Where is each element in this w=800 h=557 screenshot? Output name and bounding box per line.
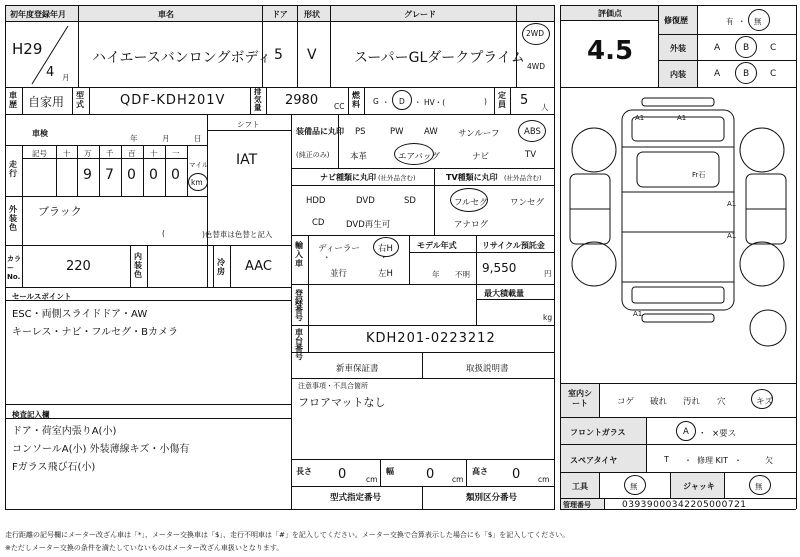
interior-label: 内装 [670, 70, 686, 79]
notes-value: フロアマットなし [298, 396, 386, 409]
diagram-mark: A1 [633, 310, 643, 318]
shift-label: シフト [237, 120, 260, 129]
inspection-year: 年 [130, 134, 138, 143]
equipment-item: PS [355, 127, 366, 137]
inspector-line: コンソールA(小) 外装薄線キズ・小傷有 [12, 444, 190, 455]
displacement-value: 2980 [285, 93, 319, 108]
grade-label: グレード [404, 10, 436, 19]
color-no-value: 220 [66, 259, 91, 274]
equipment-item: 本革 [350, 152, 368, 162]
mileage-unit: 一 [172, 149, 180, 158]
fuel-hv: HV・( [424, 98, 446, 107]
score-value: 4.5 [587, 36, 634, 66]
color-label: 外装色 [9, 205, 17, 232]
sales-points-label: セールスポイント [12, 292, 72, 301]
import-parallel: 並行 [330, 269, 348, 279]
cc-unit: CC [334, 102, 345, 111]
displacement-label: 排気量 [254, 87, 262, 112]
glass-item: ×要ス [712, 429, 737, 439]
glass-item: A [683, 427, 689, 437]
nav-type-sub: (社外品含む) [378, 174, 416, 182]
import-left-h: 左H [378, 269, 393, 279]
repair-yes: 有 [726, 17, 734, 26]
ac-label: 冷房 [217, 258, 225, 276]
new-car-warranty: 新車保証書 [336, 364, 379, 374]
car-name-label: 車名 [158, 10, 174, 19]
width-label: 幅 [386, 467, 394, 476]
door-label: ドア [272, 10, 288, 19]
usage-label: 車歴 [9, 91, 17, 109]
glass-label: フロントガラス [570, 428, 626, 437]
inspector-line: ドア・荷室内張りA(小) [12, 426, 117, 437]
registration-label: 登録番号 [295, 289, 303, 322]
nav-option: DVD再生可 [346, 220, 391, 230]
manual: 取扱説明書 [466, 364, 509, 374]
mileage-digit: 9 [83, 167, 92, 183]
equipment-item: サンルーフ [458, 129, 500, 139]
chassis-value: KDH201-0223212 [366, 331, 496, 346]
notes-label: 注意事項・不具合箇所 [298, 382, 368, 390]
reg-month-unit: 月 [62, 73, 70, 82]
spare-item: 欠 [765, 456, 773, 465]
width-unit: cm [452, 475, 464, 484]
exterior-grade: A [714, 43, 721, 53]
mileage-unit: 十 [63, 149, 71, 158]
mgmt-value: 03939000342205000721 [622, 500, 747, 510]
repair-dot: ・ [738, 17, 746, 26]
capacity-value: 5 [520, 93, 529, 108]
equipment-item: ABS [524, 127, 541, 137]
tv-option: ワンセグ [510, 198, 545, 208]
chassis-label: 車台番号 [295, 328, 303, 361]
vehicle-diagram [562, 92, 794, 380]
equipment-item: TV [525, 150, 537, 160]
inspection-day: 日 [194, 134, 202, 143]
recycle-label: リサイクル預託金 [482, 241, 545, 250]
max-load-label: 最大積載量 [484, 289, 524, 298]
interior-grade: C [770, 69, 777, 79]
import-label: 輸入車 [295, 241, 303, 268]
fuel-g: G [373, 97, 379, 106]
color-note: )色替車は色替と記入 [202, 230, 273, 239]
spare-item: 修理 KIT [697, 456, 729, 465]
drive-4wd: 4WD [527, 62, 545, 71]
exterior-grade: C [770, 43, 777, 53]
footer-line1: 走行距離の記号欄にメーター改ざん車は「*」、メーター交換車は「$」、走行不明車は「#」を記入してください。メーター交換で合算表示した場合にも「$」を記入してください。 [5, 531, 570, 539]
model-year-value: 不明 [455, 270, 470, 279]
nav-option: HDD [306, 196, 326, 206]
spare-item: T [664, 455, 669, 464]
interior-color-label: 内装色 [134, 252, 142, 279]
spare-item: ・ [684, 456, 692, 465]
tv-type-sub: (社外品含む) [504, 174, 542, 182]
fuel-label: 燃料 [352, 91, 360, 109]
diagram-mark: Fr石 [692, 171, 706, 179]
reg-month: 4 [46, 65, 55, 80]
sheet-item: 破れ [650, 397, 668, 407]
length-unit: cm [366, 475, 378, 484]
inspector-line: Fガラス飛び石(小) [12, 462, 96, 473]
nav-option: CD [312, 218, 325, 228]
color-no-label: カラーNo. [7, 255, 21, 281]
tools-value: 無 [630, 482, 638, 491]
repair-no: 無 [754, 17, 762, 26]
mileage-digit: 7 [105, 167, 114, 183]
spare-item: ・ [734, 456, 742, 465]
shape-value: V [307, 47, 317, 63]
mileage-digit: 0 [171, 167, 180, 183]
diagram-mark: A1 [727, 200, 737, 208]
height-unit: cm [538, 475, 550, 484]
diagram-mark: A1 [635, 114, 645, 122]
mileage-label: 走行 [9, 160, 17, 178]
sheet-item: 汚れ [683, 397, 701, 407]
sheet-item: キズ [756, 397, 773, 407]
doors-value: 5 [274, 47, 283, 63]
diagram-mark: A1 [727, 232, 737, 240]
repair-label: 修復歴 [664, 16, 688, 25]
type-designation-label: 型式指定番号 [330, 493, 382, 503]
max-load-unit: kg [543, 313, 553, 322]
model-value: QDF-KDH201V [120, 93, 226, 108]
tools-label: 工具 [572, 482, 588, 491]
mileage-unit: 万 [84, 149, 92, 158]
tv-option: アナログ [454, 220, 489, 230]
mileage-digit: 0 [149, 167, 158, 183]
exterior-grade: B [743, 43, 750, 53]
jack-value: 無 [755, 482, 763, 491]
interior-grade: B [743, 69, 750, 79]
drive-2wd: 2WD [526, 29, 544, 38]
length-label: 長さ [296, 467, 312, 476]
height-label: 高さ [472, 467, 488, 476]
model-year-unit: 年 [432, 270, 440, 279]
height-value: 0 [512, 467, 521, 482]
mileage-unit: 千 [106, 149, 114, 158]
mileage-unit: 十 [150, 149, 158, 158]
recycle-unit: 円 [544, 269, 552, 278]
inspection-month: 月 [162, 134, 170, 143]
sheet-item: 穴 [717, 397, 726, 407]
car-name-value: ハイエースバンロングボディ [92, 50, 272, 66]
score-label: 評価点 [598, 9, 622, 18]
sales-point-line: キーレス・ナビ・フルセグ・Bカメラ [12, 327, 178, 338]
equipment-sublabel: (純正のみ) [296, 151, 330, 159]
equipment-label: 装備品に丸印 [296, 127, 344, 136]
reg-year: H29 [12, 40, 43, 58]
mile-label: マイル [189, 161, 209, 169]
nav-option: SD [404, 196, 416, 206]
inspection-label: 車検 [32, 129, 48, 138]
shape-label: 形状 [304, 10, 320, 19]
glass-item: ・ [698, 429, 707, 439]
interior-grade: A [714, 69, 721, 79]
grade-value: スーパーGLダークプライム [354, 50, 525, 66]
interior-sheet-label: 室内シート [568, 389, 592, 408]
color-note-open: ( [162, 229, 165, 238]
model-year-label: モデル年式 [417, 241, 457, 250]
mileage-digit: 0 [127, 167, 136, 183]
tv-option: フルセグ [454, 198, 488, 208]
capacity-label: 定員 [498, 91, 506, 109]
mileage-note-label: 記号 [32, 149, 47, 158]
color-value: ブラック [38, 205, 82, 218]
model-label: 型式 [76, 91, 84, 109]
first-reg-label: 初年度登録年月 [10, 10, 66, 19]
length-value: 0 [338, 467, 347, 482]
import-right-h: 右H [378, 244, 393, 254]
spare-label: スペアタイヤ [570, 456, 618, 465]
jack-label: ジャッキ [683, 482, 715, 491]
capacity-unit: 人 [541, 103, 549, 112]
mgmt-label: 管理番号 [563, 501, 591, 509]
tv-type-label: TV種類に丸印 [446, 173, 498, 182]
ac-value: AAC [245, 259, 272, 274]
recycle-value: 9,550 [482, 261, 517, 275]
inspector-label: 検査記入欄 [12, 410, 50, 419]
sales-point-line: ESC・両側スライドドア・AW [12, 309, 148, 320]
equipment-item: AW [424, 127, 438, 137]
sheet-item: コゲ [617, 397, 635, 407]
fuel-d: D [399, 97, 405, 106]
footer-line2: ※ただしメーター交換の条件を満たしていないものはメーター改ざん車扱いとなります。 [5, 544, 284, 552]
nav-type-label: ナビ種類に丸印 [320, 173, 376, 182]
mileage-unit: 百 [128, 149, 136, 158]
diagram-mark: A1 [677, 114, 687, 122]
usage-value: 自家用 [28, 95, 65, 109]
shift-value: IAT [236, 152, 258, 168]
width-value: 0 [426, 467, 435, 482]
nav-option: DVD [356, 196, 375, 206]
equipment-item: PW [390, 127, 404, 137]
import-dealer: ディーラー [318, 244, 360, 254]
class-number-label: 類別区分番号 [466, 493, 518, 503]
exterior-label: 外装 [670, 44, 686, 53]
equipment-item: エアバッグ [398, 152, 440, 162]
equipment-item: ナビ [472, 152, 490, 162]
fuel-close: ) [484, 97, 487, 106]
km-unit: km [191, 178, 203, 187]
